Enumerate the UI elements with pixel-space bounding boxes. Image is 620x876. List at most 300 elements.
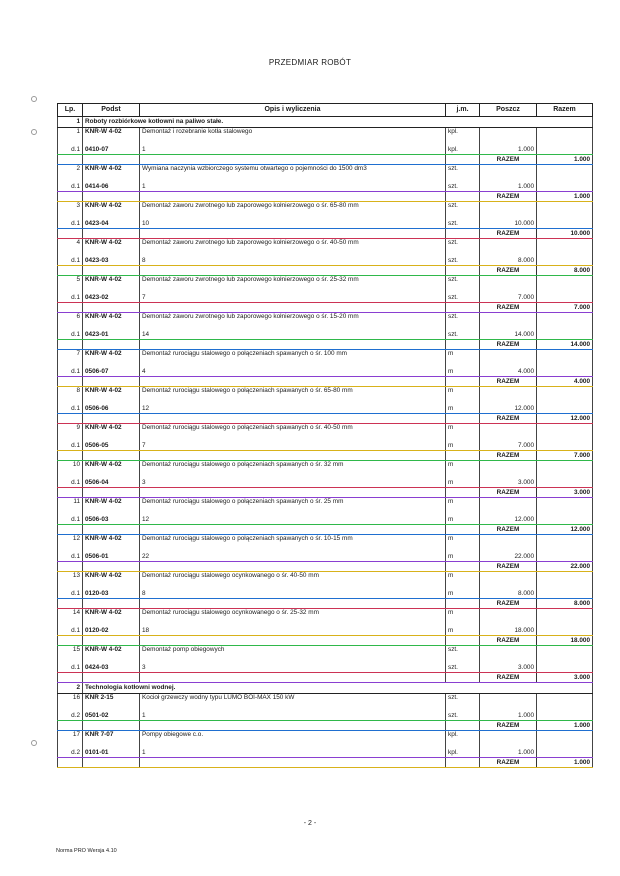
empty-cell — [446, 673, 480, 683]
empty-cell — [537, 387, 593, 405]
empty-cell — [58, 673, 83, 683]
empty-cell — [83, 377, 140, 387]
empty-cell — [446, 525, 480, 535]
item-quantity-calc: 4 — [140, 367, 446, 377]
item-description: Demontaż rurociągu stalowego ocynkowanego o śr. 40-50 mm — [140, 572, 446, 590]
empty-cell — [537, 404, 593, 414]
item-dept: d.1 — [58, 626, 83, 636]
item-unit-label: szt. — [446, 239, 480, 257]
empty-cell — [537, 424, 593, 442]
page-title: PRZEDMIAR ROBÓT — [268, 58, 352, 67]
item-dept: d.1 — [58, 515, 83, 525]
table-body — [58, 117, 593, 768]
item-unit: m — [446, 626, 480, 636]
item-quantity-calc: 7 — [140, 441, 446, 451]
empty-cell — [446, 488, 480, 498]
item-podstawa-number: 0506-07 — [83, 367, 140, 377]
empty-cell — [537, 694, 593, 712]
empty-cell — [140, 758, 446, 768]
empty-cell — [83, 758, 140, 768]
table-row — [58, 572, 593, 590]
empty-cell — [58, 599, 83, 609]
empty-cell — [537, 367, 593, 377]
item-description: Demontaż i rozebranie kotła stalowego — [140, 128, 446, 146]
table-row — [58, 313, 593, 331]
item-razem-value: 1.000 — [537, 192, 593, 202]
table-row — [58, 202, 593, 220]
item-razem-value: 12.000 — [537, 525, 593, 535]
empty-cell — [83, 721, 140, 731]
table-row-total — [58, 599, 593, 609]
table-row-calc — [58, 145, 593, 155]
item-quantity-calc: 18 — [140, 626, 446, 636]
empty-cell — [480, 128, 537, 146]
table-row-calc — [58, 711, 593, 721]
empty-cell — [140, 192, 446, 202]
item-poszcz-value: 1.000 — [480, 145, 537, 155]
empty-cell — [83, 155, 140, 165]
table-row — [58, 731, 593, 749]
item-quantity-calc: 10 — [140, 219, 446, 229]
table-row-calc — [58, 367, 593, 377]
item-dept: d.1 — [58, 256, 83, 266]
table-row-calc — [58, 219, 593, 229]
item-description: Demontaż rurociągu stalowego o połączeniach spawanych o śr. 40-50 mm — [140, 424, 446, 442]
empty-cell — [480, 165, 537, 183]
empty-cell — [537, 552, 593, 562]
empty-cell — [58, 525, 83, 535]
empty-cell — [58, 636, 83, 646]
item-razem-value: 1.000 — [537, 758, 593, 768]
item-poszcz-value: 7.000 — [480, 293, 537, 303]
item-lp: 11 — [58, 498, 83, 516]
table-row-total — [58, 414, 593, 424]
item-razem-value: 7.000 — [537, 451, 593, 461]
empty-cell — [140, 155, 446, 165]
item-razem-value: 4.000 — [537, 377, 593, 387]
empty-cell — [537, 663, 593, 673]
empty-cell — [480, 313, 537, 331]
item-podstawa-code: KNR-W 4-02 — [83, 424, 140, 442]
table-row-total — [58, 636, 593, 646]
item-unit-label: szt. — [446, 646, 480, 664]
table-row-calc — [58, 441, 593, 451]
table-row — [58, 609, 593, 627]
item-poszcz-value: 1.000 — [480, 748, 537, 758]
empty-cell — [480, 498, 537, 516]
item-poszcz-value: 1.000 — [480, 711, 537, 721]
header-jm: j.m. — [446, 104, 480, 117]
item-razem-value: 1.000 — [537, 721, 593, 731]
empty-cell — [58, 758, 83, 768]
item-lp: 9 — [58, 424, 83, 442]
empty-cell — [480, 276, 537, 294]
item-description: Demontaż zaworu zwrotnego lub zaporowego kołnierzowego o śr. 40-50 mm — [140, 239, 446, 257]
item-unit-label: kpl. — [446, 128, 480, 146]
item-podstawa-code: KNR-W 4-02 — [83, 609, 140, 627]
item-razem-value: 18.000 — [537, 636, 593, 646]
empty-cell — [83, 451, 140, 461]
item-dept: d.1 — [58, 404, 83, 414]
item-description: Demontaż rurociągu stalowego o połączeniach spawanych o śr. 10-15 mm — [140, 535, 446, 553]
table-header-row — [58, 104, 593, 117]
item-podstawa-code: KNR-W 4-02 — [83, 646, 140, 664]
table-row — [58, 498, 593, 516]
empty-cell — [537, 572, 593, 590]
item-dept: d.1 — [58, 219, 83, 229]
table-row-total — [58, 192, 593, 202]
item-podstawa-code: KNR-W 4-02 — [83, 239, 140, 257]
razem-label: RAZEM — [480, 488, 537, 498]
item-unit: szt. — [446, 663, 480, 673]
item-lp: 3 — [58, 202, 83, 220]
item-unit-label: m — [446, 609, 480, 627]
empty-cell — [537, 589, 593, 599]
item-podstawa-number: 0423-01 — [83, 330, 140, 340]
empty-cell — [537, 128, 593, 146]
empty-cell — [140, 451, 446, 461]
item-podstawa-code: KNR-W 4-02 — [83, 387, 140, 405]
item-unit: szt. — [446, 256, 480, 266]
empty-cell — [83, 488, 140, 498]
margin-hole-marker — [31, 96, 37, 102]
item-dept: d.2 — [58, 711, 83, 721]
razem-label: RAZEM — [480, 636, 537, 646]
empty-cell — [480, 646, 537, 664]
empty-cell — [537, 535, 593, 553]
item-unit-label: szt. — [446, 276, 480, 294]
empty-cell — [83, 673, 140, 683]
empty-cell — [537, 461, 593, 479]
item-unit-label: m — [446, 424, 480, 442]
empty-cell — [446, 377, 480, 387]
item-quantity-calc: 12 — [140, 404, 446, 414]
item-podstawa-number: 0423-03 — [83, 256, 140, 266]
empty-cell — [537, 276, 593, 294]
table-row — [58, 646, 593, 664]
item-podstawa-code: KNR-W 4-02 — [83, 350, 140, 368]
item-podstawa-code: KNR-W 4-02 — [83, 276, 140, 294]
header-razem: Razem — [537, 104, 593, 117]
item-podstawa-number: 0501-02 — [83, 711, 140, 721]
empty-cell — [480, 731, 537, 749]
table-row — [58, 276, 593, 294]
item-lp: 15 — [58, 646, 83, 664]
table-row-calc — [58, 404, 593, 414]
empty-cell — [140, 721, 446, 731]
empty-cell — [537, 330, 593, 340]
table-row — [58, 239, 593, 257]
empty-cell — [537, 646, 593, 664]
item-dept: d.1 — [58, 293, 83, 303]
header-lp: Lp. — [58, 104, 83, 117]
item-quantity-calc: 22 — [140, 552, 446, 562]
item-unit: m — [446, 367, 480, 377]
empty-cell — [537, 293, 593, 303]
section-header-row — [58, 117, 593, 128]
razem-label: RAZEM — [480, 562, 537, 572]
item-dept: d.1 — [58, 330, 83, 340]
item-podstawa-number: 0120-03 — [83, 589, 140, 599]
item-description: Pompy obiegowe c.o. — [140, 731, 446, 749]
item-description: Demontaż rurociągu stalowego o połączeniach spawanych o śr. 100 mm — [140, 350, 446, 368]
item-unit: m — [446, 441, 480, 451]
item-unit-label: m — [446, 387, 480, 405]
table-row — [58, 128, 593, 146]
item-unit-label: m — [446, 461, 480, 479]
table-row-total — [58, 562, 593, 572]
item-lp: 8 — [58, 387, 83, 405]
table-row — [58, 694, 593, 712]
item-quantity-calc: 3 — [140, 663, 446, 673]
empty-cell — [58, 155, 83, 165]
table-row — [58, 165, 593, 183]
header-poszcz: Poszcz — [480, 104, 537, 117]
item-dept: d.1 — [58, 367, 83, 377]
empty-cell — [58, 721, 83, 731]
empty-cell — [480, 461, 537, 479]
item-razem-value: 14.000 — [537, 340, 593, 350]
item-description: Demontaż zaworu zwrotnego lub zaporowego kołnierzowego o śr. 65-80 mm — [140, 202, 446, 220]
table-row-total — [58, 229, 593, 239]
empty-cell — [537, 350, 593, 368]
item-lp: 12 — [58, 535, 83, 553]
item-unit: szt. — [446, 293, 480, 303]
item-podstawa-number: 0101-01 — [83, 748, 140, 758]
software-footer: Norma PRO Wersja 4.10 — [56, 848, 117, 854]
item-dept: d.1 — [58, 441, 83, 451]
empty-cell — [537, 202, 593, 220]
item-podstawa-code: KNR-W 4-02 — [83, 128, 140, 146]
empty-cell — [537, 515, 593, 525]
razem-label: RAZEM — [480, 414, 537, 424]
item-unit-label: m — [446, 498, 480, 516]
item-lp: 1 — [58, 128, 83, 146]
item-podstawa-number: 0424-03 — [83, 663, 140, 673]
item-podstawa-number: 0506-01 — [83, 552, 140, 562]
item-poszcz-value: 3.000 — [480, 663, 537, 673]
empty-cell — [537, 219, 593, 229]
item-unit: szt. — [446, 219, 480, 229]
item-dept: d.1 — [58, 182, 83, 192]
empty-cell — [446, 636, 480, 646]
empty-cell — [537, 626, 593, 636]
item-lp: 10 — [58, 461, 83, 479]
empty-cell — [83, 229, 140, 239]
item-poszcz-value: 12.000 — [480, 515, 537, 525]
table-row — [58, 424, 593, 442]
item-lp: 2 — [58, 165, 83, 183]
razem-label: RAZEM — [480, 192, 537, 202]
table-row — [58, 387, 593, 405]
empty-cell — [83, 562, 140, 572]
item-lp: 6 — [58, 313, 83, 331]
empty-cell — [140, 562, 446, 572]
empty-cell — [446, 451, 480, 461]
empty-cell — [446, 155, 480, 165]
item-podstawa-number: 0414-06 — [83, 182, 140, 192]
item-unit-label: m — [446, 350, 480, 368]
item-razem-value: 8.000 — [537, 266, 593, 276]
table-row-total — [58, 488, 593, 498]
empty-cell — [537, 145, 593, 155]
table-row-calc — [58, 589, 593, 599]
empty-cell — [537, 239, 593, 257]
item-razem-value: 12.000 — [537, 414, 593, 424]
item-lp: 5 — [58, 276, 83, 294]
item-quantity-calc: 1 — [140, 145, 446, 155]
item-podstawa-number: 0410-07 — [83, 145, 140, 155]
empty-cell — [446, 340, 480, 350]
empty-cell — [537, 165, 593, 183]
empty-cell — [140, 488, 446, 498]
empty-cell — [83, 599, 140, 609]
item-razem-value: 3.000 — [537, 673, 593, 683]
empty-cell — [446, 414, 480, 424]
razem-label: RAZEM — [480, 673, 537, 683]
item-unit: m — [446, 478, 480, 488]
cost-estimate-table — [57, 103, 593, 768]
item-quantity-calc: 1 — [140, 711, 446, 721]
table-row-calc — [58, 663, 593, 673]
empty-cell — [140, 525, 446, 535]
item-lp: 14 — [58, 609, 83, 627]
empty-cell — [58, 414, 83, 424]
razem-label: RAZEM — [480, 599, 537, 609]
item-quantity-calc: 8 — [140, 256, 446, 266]
item-poszcz-value: 7.000 — [480, 441, 537, 451]
item-podstawa-code: KNR-W 4-02 — [83, 572, 140, 590]
empty-cell — [83, 266, 140, 276]
item-dept: d.1 — [58, 552, 83, 562]
table-row-calc — [58, 330, 593, 340]
item-poszcz-value: 8.000 — [480, 256, 537, 266]
margin-hole-marker — [31, 740, 37, 746]
item-razem-value: 7.000 — [537, 303, 593, 313]
empty-cell — [480, 424, 537, 442]
table-row — [58, 461, 593, 479]
section-header-row — [58, 683, 593, 694]
table-row — [58, 350, 593, 368]
item-quantity-calc: 1 — [140, 182, 446, 192]
empty-cell — [446, 721, 480, 731]
empty-cell — [58, 266, 83, 276]
empty-cell — [480, 535, 537, 553]
empty-cell — [83, 414, 140, 424]
razem-label: RAZEM — [480, 266, 537, 276]
section-title: Roboty rozbiórkowe kotłowni na paliwo stałe. — [83, 117, 593, 128]
empty-cell — [83, 636, 140, 646]
empty-cell — [537, 313, 593, 331]
section-title: Technologia kotłowni wodnej. — [83, 683, 593, 694]
item-quantity-calc: 14 — [140, 330, 446, 340]
empty-cell — [446, 562, 480, 572]
empty-cell — [58, 303, 83, 313]
item-description: Demontaż zaworu zwrotnego lub zaporowego kołnierzowego o śr. 15-20 mm — [140, 313, 446, 331]
item-quantity-calc: 8 — [140, 589, 446, 599]
item-razem-value: 8.000 — [537, 599, 593, 609]
razem-label: RAZEM — [480, 229, 537, 239]
empty-cell — [446, 303, 480, 313]
empty-cell — [83, 525, 140, 535]
table-row-total — [58, 340, 593, 350]
item-dept: d.1 — [58, 478, 83, 488]
empty-cell — [537, 748, 593, 758]
item-razem-value: 22.000 — [537, 562, 593, 572]
item-razem-value: 3.000 — [537, 488, 593, 498]
table-row — [58, 535, 593, 553]
item-lp: 7 — [58, 350, 83, 368]
item-unit: m — [446, 589, 480, 599]
item-podstawa-code: KNR-W 4-02 — [83, 165, 140, 183]
item-podstawa-number: 0423-02 — [83, 293, 140, 303]
item-unit-label: szt. — [446, 694, 480, 712]
table-row-total — [58, 155, 593, 165]
razem-label: RAZEM — [480, 303, 537, 313]
item-description: Demontaż rurociągu stalowego ocynkowanego o śr. 25-32 mm — [140, 609, 446, 627]
item-podstawa-number: 0423-04 — [83, 219, 140, 229]
empty-cell — [58, 562, 83, 572]
item-poszcz-value: 4.000 — [480, 367, 537, 377]
table-row-total — [58, 525, 593, 535]
table-row-calc — [58, 626, 593, 636]
item-poszcz-value: 12.000 — [480, 404, 537, 414]
item-description: Demontaż rurociągu stalowego o połączeniach spawanych o śr. 32 mm — [140, 461, 446, 479]
empty-cell — [140, 673, 446, 683]
header-opis: Opis i wyliczenia — [140, 104, 446, 117]
item-unit: szt. — [446, 330, 480, 340]
empty-cell — [58, 340, 83, 350]
table-row-calc — [58, 256, 593, 266]
item-podstawa-number: 0120-02 — [83, 626, 140, 636]
item-lp: 4 — [58, 239, 83, 257]
item-dept: d.1 — [58, 663, 83, 673]
table-row-total — [58, 673, 593, 683]
table-row-calc — [58, 293, 593, 303]
table-row-calc — [58, 748, 593, 758]
item-unit-label: kpl. — [446, 731, 480, 749]
table-row-total — [58, 451, 593, 461]
item-poszcz-value: 22.000 — [480, 552, 537, 562]
item-razem-value: 10.000 — [537, 229, 593, 239]
item-quantity-calc: 3 — [140, 478, 446, 488]
empty-cell — [446, 758, 480, 768]
item-unit-label: szt. — [446, 313, 480, 331]
item-podstawa-number: 0506-05 — [83, 441, 140, 451]
item-podstawa-code: KNR-W 4-02 — [83, 535, 140, 553]
empty-cell — [446, 229, 480, 239]
table-row-total — [58, 721, 593, 731]
empty-cell — [83, 340, 140, 350]
item-description: Demontaż zaworu zwrotnego lub zaporowego kołnierzowego o śr. 25-32 mm — [140, 276, 446, 294]
table-row-calc — [58, 515, 593, 525]
item-poszcz-value: 1.000 — [480, 182, 537, 192]
empty-cell — [83, 192, 140, 202]
empty-cell — [480, 609, 537, 627]
empty-cell — [58, 229, 83, 239]
empty-cell — [140, 340, 446, 350]
item-unit: kpl. — [446, 145, 480, 155]
empty-cell — [446, 192, 480, 202]
margin-hole-marker — [31, 129, 37, 135]
empty-cell — [58, 192, 83, 202]
item-unit-label: szt. — [446, 202, 480, 220]
razem-label: RAZEM — [480, 155, 537, 165]
item-poszcz-value: 10.000 — [480, 219, 537, 229]
empty-cell — [480, 572, 537, 590]
table-row-calc — [58, 552, 593, 562]
empty-cell — [537, 609, 593, 627]
